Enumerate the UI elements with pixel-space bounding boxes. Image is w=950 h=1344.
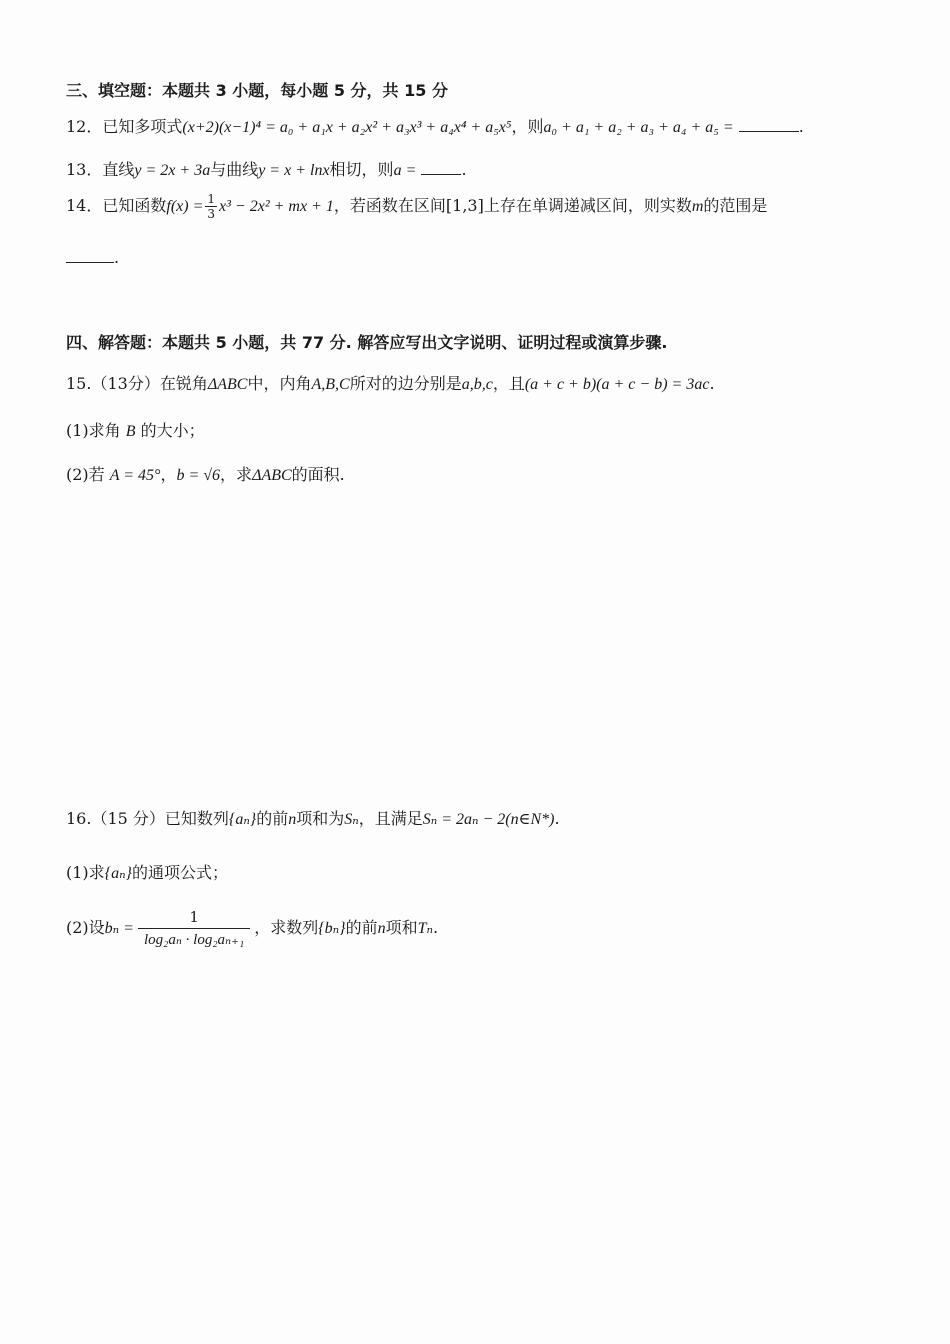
q16-t2: 的前 [256,809,289,828]
question-15-part-2 [66,462,345,485]
q16-p2-den: log₂aₙ · log₂aₙ₊₁ [143,932,245,948]
q16-p2-t2: 的前 [345,918,378,937]
q13-line-eq: y = 2x + 3a [134,162,211,179]
q12-ask: a₀ + a₁ + a₂ + a₃ + a₄ + a₅ = [543,119,734,136]
q16-p2-fraction [138,906,250,951]
q15-p2-sep: ， [160,465,177,484]
q14-fx: f(x) = [166,198,204,215]
q16-p2-seq: {bₙ} [318,920,346,937]
q16-p1-end: 的通项公式； [131,863,228,882]
q16-p1-text: (1)求 [66,863,105,882]
q15-p2-t: ，求 [220,465,253,484]
q13-curve-eq: y = x + lnx [258,162,330,179]
q15-t2: 中，内角 [247,374,312,393]
q14-t4: 的范围是 [703,196,768,215]
q13-number: 13． [66,160,103,179]
q16-t4: ，且满足 [358,809,423,828]
q12-expression: (x+2)(x−1)⁴ = a₀ + a₁x + a₂x² + a₃x³ + a₄x⁴ + a₅x⁵ [182,119,512,136]
q14-frac-num: 1 [207,192,216,206]
question-13 [66,157,467,180]
q16-p2-T: Tₙ [417,920,433,937]
q16-t1: 已知数列 [164,809,229,828]
q16-p2-end: . [432,918,439,937]
q14-t3: 上存在单调递减区间，则实数 [483,196,692,215]
q15-t1: 在锐角 [159,374,208,393]
q16-seq: {aₙ} [228,811,257,828]
q14-frac-den: 3 [207,207,216,221]
question-14-answer-line [66,248,119,267]
q16-p2-b: bₙ = [104,920,134,937]
section-3-heading: 三、填空题：本题共 3 小题，每小题 5 分，共 15 分 [66,81,448,100]
q12-number: 12． [66,117,103,136]
q12-text-a: 已知多项式 [102,117,183,136]
q15-p1-var: B [125,423,136,440]
q15-t3: 所对的边分别是 [349,374,462,393]
q14-answer-blank[interactable] [66,248,114,263]
q14-fraction [205,192,217,221]
q15-end: . [709,374,715,393]
q15-sides: a,b,c [461,376,493,393]
q14-var: m [691,198,704,215]
q13-t3: 相切，则 [329,160,394,179]
q16-number: 16. [66,809,92,828]
q16-p2-t3: 项和 [385,918,418,937]
q14-poly: x³ − 2x² + mx + 1 [219,198,334,215]
question-14 [66,192,767,221]
q15-score: （13分） [91,374,160,393]
q16-condition: Sₙ = 2aₙ − 2(n∈N*) [422,811,555,828]
q14-interval: [1,3] [445,196,484,215]
q13-t2: 与曲线 [210,160,259,179]
question-15-part-1 [66,418,205,441]
q16-t3: 项和为 [296,809,345,828]
q14-t2: ，若函数在区间 [333,196,446,215]
q15-t4: ，且 [492,374,525,393]
q16-p1-seq: {aₙ} [104,865,132,882]
q13-answer-blank[interactable] [421,160,461,175]
q15-angles: A,B,C [311,376,350,393]
q14-end: . [114,248,120,267]
q15-p1-text: (1)求角 [66,421,121,440]
q12-text-b: ，则 [511,117,544,136]
q15-number: 15. [66,374,92,393]
q16-p2-n: n [377,920,386,937]
q15-p2-text: (2)若 [66,465,105,484]
q16-p2-text: (2)设 [66,918,105,937]
question-16 [66,806,560,829]
q16-p2-num: 1 [138,906,250,929]
q15-p2-side: b = √6 [176,467,221,484]
question-16-part-1 [66,860,228,883]
q12-end: . [798,117,804,136]
q15-p2-angle: A = 45° [109,467,161,484]
q14-t1: 已知函数 [102,196,167,215]
q16-end: . [554,809,560,828]
q12-answer-blank[interactable] [739,117,799,132]
section-4-heading: 四、解答题：本题共 5 小题，共 77 分. 解答应写出文字说明、证明过程或演算步骤. [66,333,668,352]
q15-triangle: ΔABC [207,376,248,393]
q16-p2-t: ，求数列 [254,918,319,937]
q16-n: n [288,811,297,828]
q16-score: （15 分） [91,809,165,828]
question-15 [66,371,715,394]
q15-p2-triangle: ΔABC [252,467,292,484]
q15-p1-end: 的大小； [140,421,205,440]
q13-t1: 直线 [102,160,135,179]
q13-ask: a = [393,162,417,179]
q13-end: . [461,160,467,179]
q14-number: 14． [66,196,103,215]
q16-Sn: Sₙ [344,811,359,828]
question-12 [66,114,804,137]
q15-condition: (a + c + b)(a + c − b) = 3ac [524,376,710,393]
question-16-part-2 [66,906,438,951]
q15-p2-end: 的面积. [291,465,345,484]
